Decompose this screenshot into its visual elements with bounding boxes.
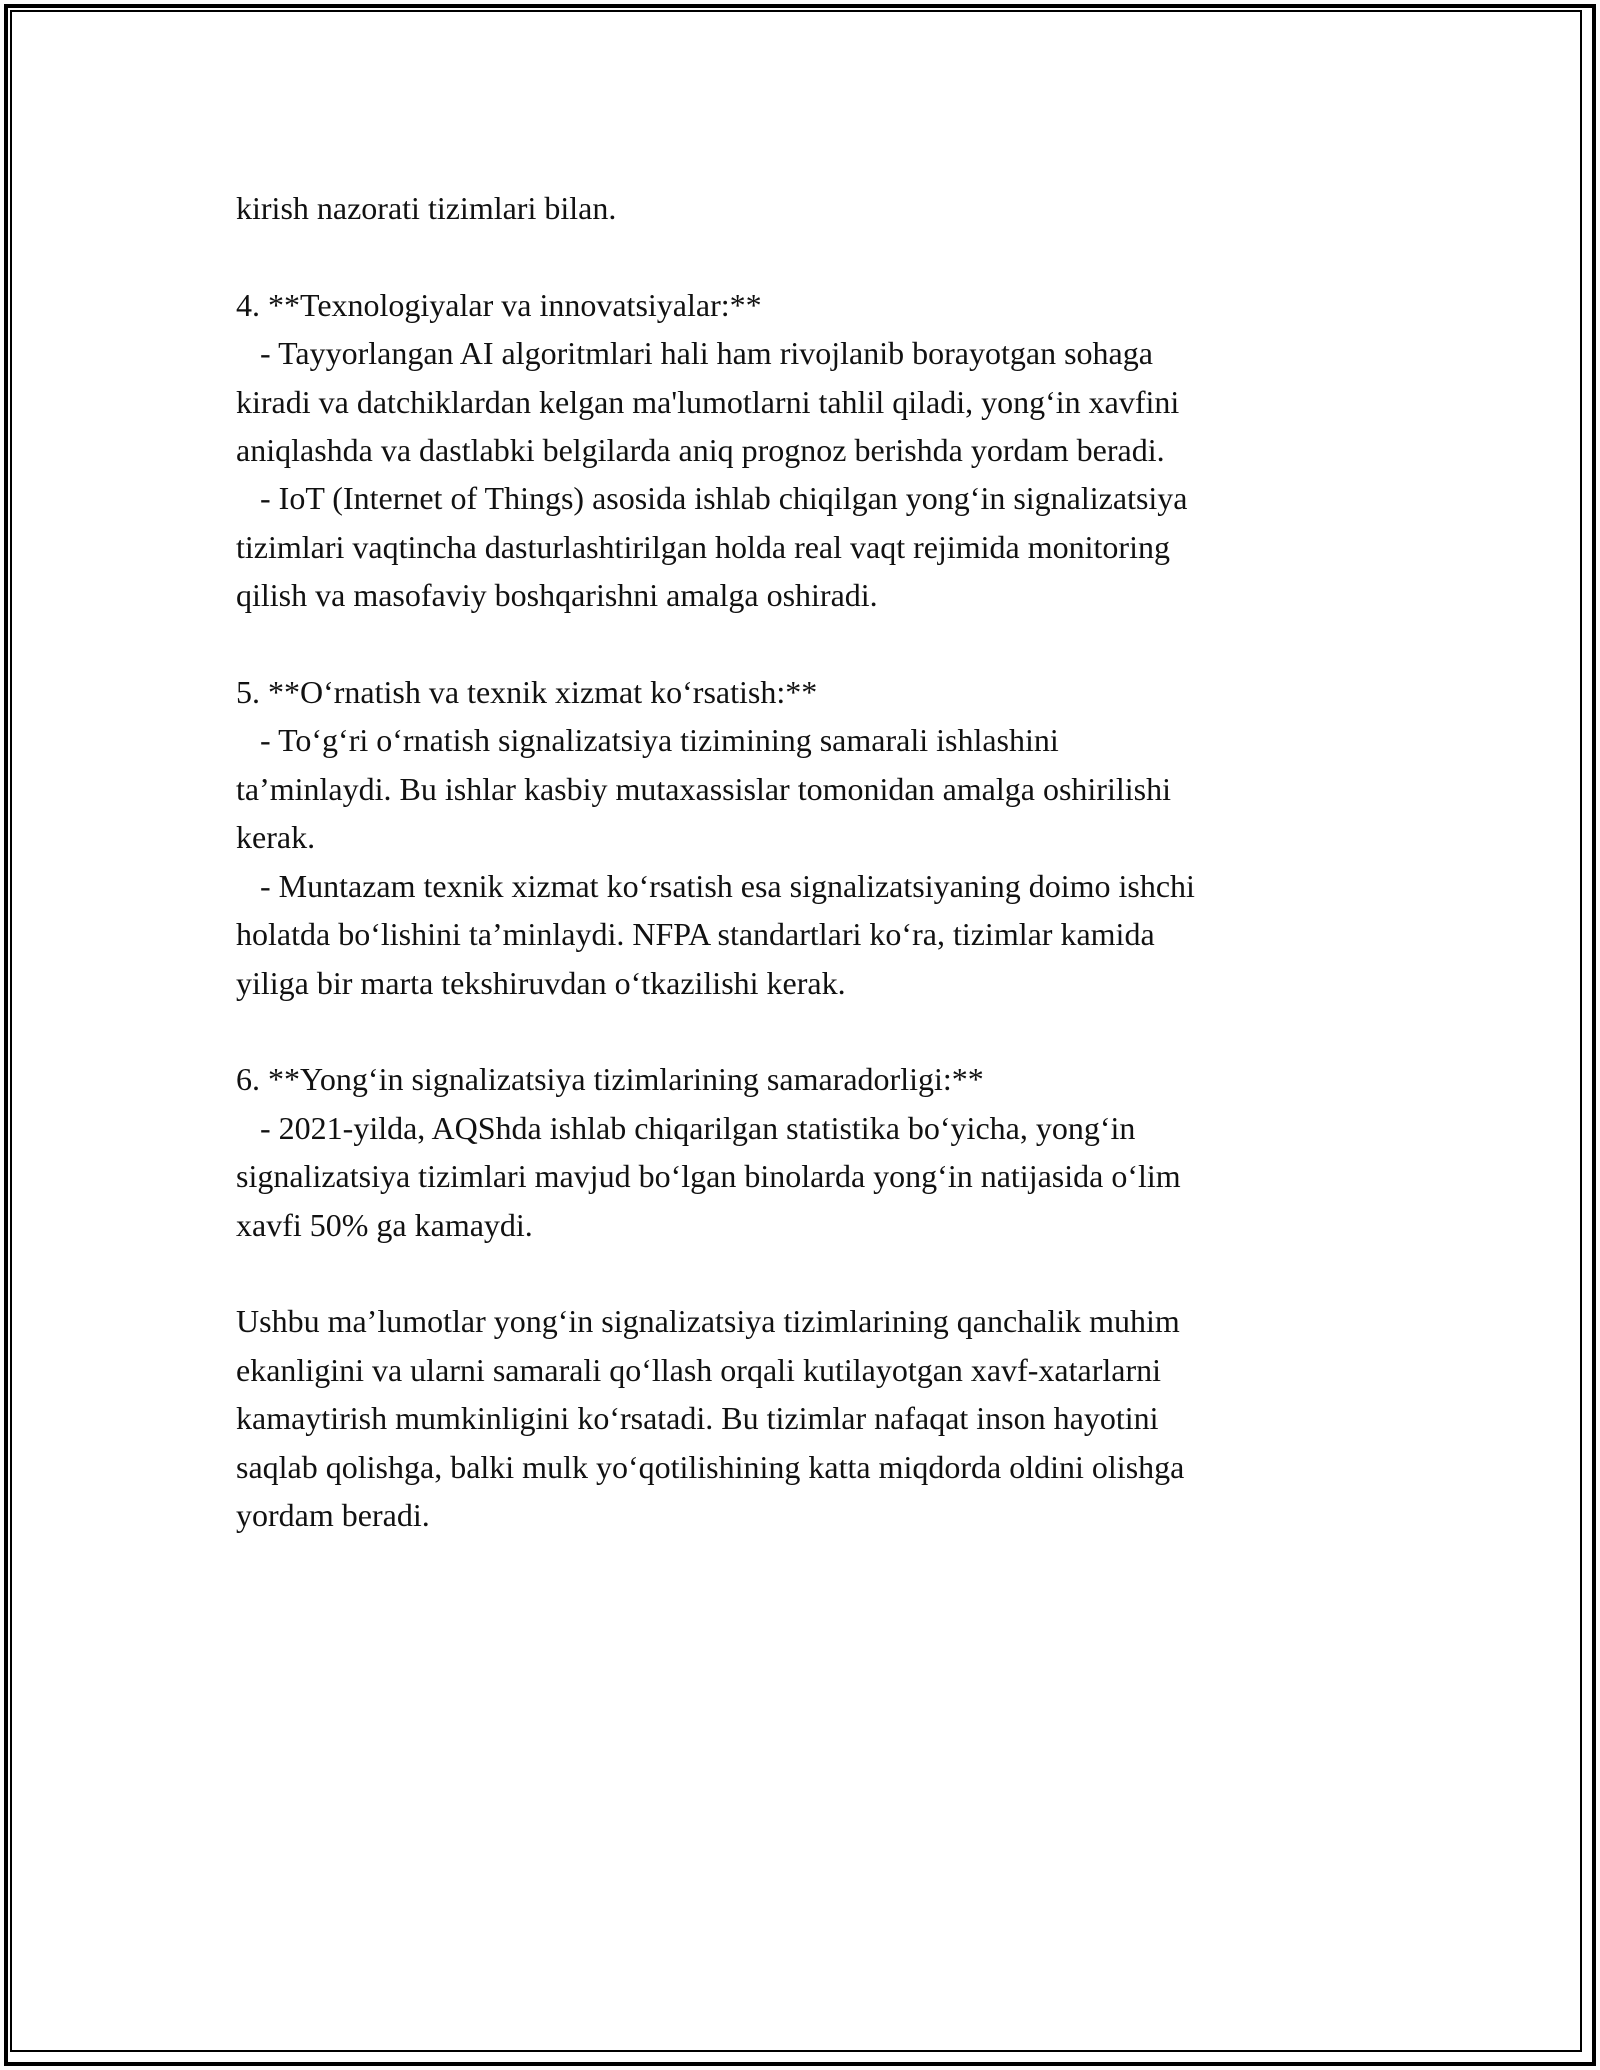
- document-body-text: kirish nazorati tizimlari bilan. 4. **Texnologiyalar va innovatsiyalar:** - Tayyorlangan AI algoritmlari hali ham rivojlanib borayotgan sohaga kiradi va datchiklardan kelgan ma'lumotlarni tahlil qiladi, yong‘in xavfini aniqlashda va dastlabki belgilarda aniq prognoz berishda yordam beradi. - IoT (Internet of Things) asosida ishlab chiqilgan yong‘in signalizatsiya tizimlari vaqtincha dasturlashtirilgan holda real vaqt rejimida monitoring qilish va masofaviy boshqarishni amalga oshiradi. 5. **O‘rnatish va texnik xizmat ko‘rsatish:** - To‘g‘ri o‘rnatish signalizatsiya tizimining samarali ishlashini ta’minlaydi. Bu ishlar kasbiy mutaxassislar tomonidan amalga oshirilishi kerak. - Muntazam texnik xizmat ko‘rsatish esa signalizatsiyaning doimo ishchi holatda bo‘lishini ta’minlaydi. NFPA standartlari ko‘ra, tizimlar kamida yiliga bir marta tekshiruvdan o‘tkazilishi kerak. 6. **Yong‘in signalizatsiya tizimlarining samaradorligi:** - 2021-yilda, AQShda ishlab chiqarilgan statistika bo‘yicha, yong‘in signalizatsiya tizimlari mavjud bo‘lgan binolarda yong‘in natijasida o‘lim xavfi 50% ga kamaydi. Ushbu ma’lumotlar yong‘in signalizatsiya tizimlarining qanchalik muhim ekanligini va ularni samarali qo‘llash orqali kutilayotgan xavf-xatarlarni kamaytirish mumkinligini ko‘rsatadi. Bu tizimlar nafaqat inson hayotini saqlab qolishga, balki mulk yo‘qotilishining katta miqdorda oldini olishga yordam beradi.: [236, 190, 1195, 1533]
